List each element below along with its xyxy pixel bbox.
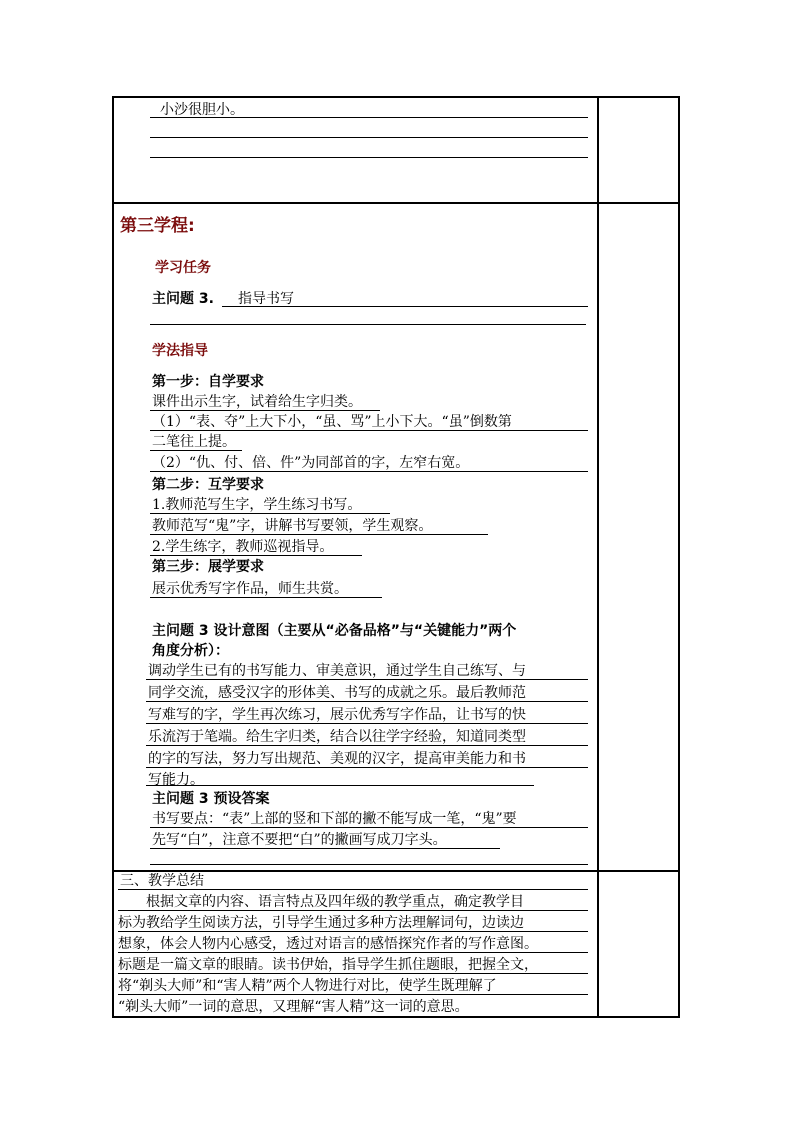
intent-line: 同学交流，感受汉字的形体美、书写的成就之乐。最后教师范 (148, 685, 526, 701)
underline (150, 324, 586, 325)
underline (150, 597, 382, 598)
summary-line: 想象，体会人物内心感受，透过对语言的感悟探究作者的写作意图。 (118, 936, 538, 952)
method-heading: 学法指导 (152, 343, 208, 359)
summary-line: 标为教给学生阅读方法，引导学生通过多种方法理解词句，边读边 (118, 915, 524, 931)
step3-line: 展示优秀写字作品，师生共赏。 (152, 581, 348, 597)
underline (150, 827, 588, 828)
underline (150, 513, 390, 514)
underline (150, 864, 588, 865)
step2-title: 第二步：互学要求 (152, 477, 264, 493)
underline (150, 410, 380, 411)
underline (150, 555, 362, 556)
section-three-title: 第三学程: (120, 216, 195, 236)
column-divider (597, 98, 599, 1016)
underline (118, 952, 588, 953)
underline (150, 450, 242, 451)
summary-line: 将“剃头大师”和“害人精”两个人物进行对比，使学生既理解了 (118, 978, 497, 994)
underline (146, 745, 588, 746)
main-question-text: 指导书写 (238, 291, 294, 307)
step2-line: 2.学生练字，教师巡视指导。 (152, 539, 334, 555)
underline (118, 910, 588, 911)
intent-title-cont: 角度分析）： (152, 643, 229, 659)
intent-title: 主问题 3 设计意图（主要从“必备品格”与“关键能力”两个 (152, 623, 517, 639)
previous-line-text: 小沙很胆小。 (160, 102, 244, 118)
step2-line: 教师范写“鬼”字，讲解书写要领，学生观察。 (152, 518, 433, 534)
summary-line: 标题是一篇文章的眼睛。读书伊始，指导学生抓住题眼，把握全文， (118, 957, 538, 973)
intent-line: 写难写的字，学生再次练习，展示优秀写字作品，让书写的快 (148, 707, 526, 723)
underline (150, 157, 588, 158)
main-question-label: 主问题 3. (152, 291, 214, 307)
step1-line: （2）“仇、付、倍、件”为同部首的字，左窄右宽。 (152, 455, 470, 471)
summary-title: 三、教学总结 (120, 873, 204, 889)
step1-line: 二笔往上提。 (152, 434, 236, 450)
step1-line: 课件出示生字，试着给生字归类。 (152, 394, 362, 410)
intent-line: 调动学生已有的书写能力、审美意识，通过学生自己练写、与 (148, 663, 526, 679)
summary-line: 根据文章的内容、语言特点及四年级的教学重点，确定教学目 (146, 894, 524, 910)
underline (150, 534, 488, 535)
answer-title: 主问题 3 预设答案 (152, 791, 270, 807)
underline (118, 931, 588, 932)
underline (118, 994, 588, 995)
summary-line: “剃头大师”一词的意思，又理解“害人精”这一词的意思。 (118, 999, 469, 1015)
answer-line: 书写要点：“表”上部的竖和下部的撇不能写成一笔，“鬼”要 (152, 811, 517, 827)
underline (146, 701, 588, 702)
underline (150, 430, 588, 431)
step2-line: 1.教师范写生字，学生练习书写。 (152, 497, 362, 513)
underline (146, 679, 588, 680)
underline (118, 973, 588, 974)
step3-title: 第三步：展学要求 (152, 559, 264, 575)
underline (118, 889, 588, 890)
underline (150, 848, 500, 849)
underline (146, 723, 588, 724)
intent-line: 乐流泻于笔端。给生字归类，结合以往学字经验，知道同类型 (148, 729, 526, 745)
underline (146, 785, 534, 786)
intent-line: 的字的写法，努力写出规范、美观的汉字，提高审美能力和书 (148, 751, 526, 767)
underline (222, 306, 588, 307)
underline (150, 117, 588, 118)
step1-line: （1）“表、夺”上大下小，“虽、骂”上小下大。“虽”倒数第 (152, 414, 512, 430)
underline (150, 137, 588, 138)
underline (150, 471, 588, 472)
intent-line: 写能力。 (148, 772, 204, 788)
row-divider-1 (114, 202, 678, 204)
task-heading: 学习任务 (155, 260, 211, 276)
underline (146, 767, 588, 768)
answer-line: 先写“白”，注意不要把“白”的撇画写成刀字头。 (152, 832, 447, 848)
step1-title: 第一步：自学要求 (152, 374, 264, 390)
